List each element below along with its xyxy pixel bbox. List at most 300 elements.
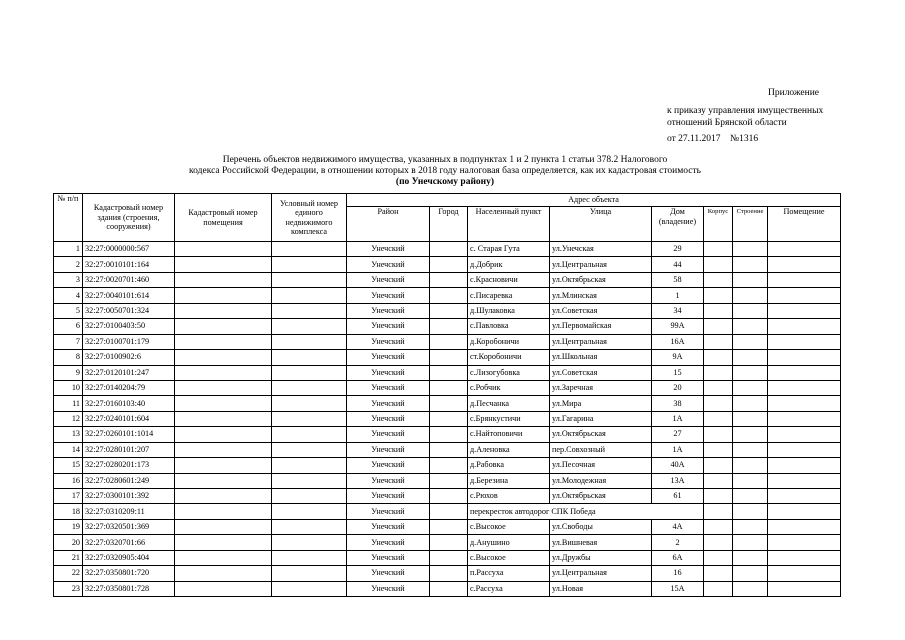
- row-number: 13: [54, 427, 83, 442]
- table-row: [54, 458, 841, 473]
- premises-cell: [768, 489, 841, 504]
- street-cell: ул.Школьная: [550, 350, 652, 365]
- conditional-number-cell: [272, 288, 347, 303]
- table-row: [54, 257, 841, 272]
- table-row: [54, 566, 841, 581]
- premises-cadastral-cell: [175, 380, 272, 395]
- table-row: [54, 427, 841, 442]
- district-cell: Унечский: [347, 504, 430, 519]
- street-cell: ул.Свободы: [550, 519, 652, 534]
- locality-cell: перекресток автодорог СПК Победа: [468, 504, 704, 519]
- city-cell: [430, 272, 468, 287]
- row-number: 1: [54, 242, 83, 257]
- district-cell: Унечский: [347, 396, 430, 411]
- conditional-number-cell: [272, 442, 347, 457]
- building-cadastral-cell: 32:27:0350801:720: [83, 566, 175, 581]
- table-row: [54, 319, 841, 334]
- street-cell: ул.Первомайская: [550, 319, 652, 334]
- structure-cell: [733, 535, 768, 550]
- table-row: [54, 442, 841, 457]
- street-cell: ул.Дружбы: [550, 550, 652, 565]
- structure-cell: [733, 519, 768, 534]
- building-cell: [704, 242, 733, 257]
- locality-cell: п.Рассуха: [468, 566, 550, 581]
- structure-cell: [733, 365, 768, 380]
- premises-cadastral-cell: [175, 350, 272, 365]
- building-cadastral-cell: 32:27:0300101:392: [83, 489, 175, 504]
- locality-cell: с.Павловка: [468, 319, 550, 334]
- city-cell: [430, 288, 468, 303]
- building-cadastral-cell: 32:27:0020701:460: [83, 272, 175, 287]
- building-cell: [704, 473, 733, 488]
- row-number: 6: [54, 319, 83, 334]
- structure-cell: [733, 319, 768, 334]
- district-cell: Унечский: [347, 458, 430, 473]
- locality-cell: д.Березина: [468, 473, 550, 488]
- house-cell: 1А: [652, 411, 704, 426]
- city-cell: [430, 535, 468, 550]
- city-cell: [430, 458, 468, 473]
- locality-cell: с.Высокое: [468, 519, 550, 534]
- premises-cell: [768, 535, 841, 550]
- table-row: [54, 519, 841, 534]
- conditional-number-cell: [272, 257, 347, 272]
- building-cell: [704, 257, 733, 272]
- row-number: 10: [54, 380, 83, 395]
- city-cell: [430, 519, 468, 534]
- premises-cadastral-cell: [175, 272, 272, 287]
- conditional-number-cell: [272, 504, 347, 519]
- col-house: Дом (владение): [652, 207, 704, 242]
- street-cell: ул.Унечская: [550, 242, 652, 257]
- structure-cell: [733, 334, 768, 349]
- table-row: [54, 581, 841, 596]
- district-cell: Унечский: [347, 242, 430, 257]
- structure-cell: [733, 350, 768, 365]
- locality-cell: с.Писаревка: [468, 288, 550, 303]
- structure-cell: [733, 550, 768, 565]
- district-cell: Унечский: [347, 288, 430, 303]
- row-number: 21: [54, 550, 83, 565]
- premises-cadastral-cell: [175, 427, 272, 442]
- conditional-number-cell: [272, 350, 347, 365]
- street-cell: пер.Совхозный: [550, 442, 652, 457]
- locality-cell: д.Аленовка: [468, 442, 550, 457]
- locality-cell: с.Робчик: [468, 380, 550, 395]
- district-cell: Унечский: [347, 566, 430, 581]
- table-row: [54, 334, 841, 349]
- premises-cadastral-cell: [175, 242, 272, 257]
- structure-cell: [733, 257, 768, 272]
- house-cell: 99А: [652, 319, 704, 334]
- house-cell: 6А: [652, 550, 704, 565]
- house-cell: 1А: [652, 442, 704, 457]
- city-cell: [430, 489, 468, 504]
- street-cell: ул.Центральная: [550, 334, 652, 349]
- street-cell: ул.Вишневая: [550, 535, 652, 550]
- building-cadastral-cell: 32:27:0320701:66: [83, 535, 175, 550]
- document-title-line-1: Перечень объектов недвижимого имущества, указанных в подпунктах 1 и 2 пункта 1 статьи 378.2 Налогового: [222, 155, 668, 165]
- property-table: [53, 193, 841, 597]
- building-cadastral-cell: 32:27:0350801:728: [83, 581, 175, 596]
- house-cell: 13А: [652, 473, 704, 488]
- premises-cell: [768, 458, 841, 473]
- table-row: [54, 411, 841, 426]
- conditional-number-cell: [272, 319, 347, 334]
- building-cadastral-cell: 32:27:0050701:324: [83, 303, 175, 318]
- premises-cell: [768, 365, 841, 380]
- row-number: 22: [54, 566, 83, 581]
- street-cell: ул.Молодежная: [550, 473, 652, 488]
- table-row: [54, 535, 841, 550]
- conditional-number-cell: [272, 473, 347, 488]
- premises-cell: [768, 257, 841, 272]
- house-cell: 16А: [652, 334, 704, 349]
- district-cell: Унечский: [347, 489, 430, 504]
- premises-cell: [768, 334, 841, 349]
- locality-cell: ст.Коробоничи: [468, 350, 550, 365]
- col-num: № п/п: [54, 194, 83, 242]
- structure-cell: [733, 427, 768, 442]
- premises-cell: [768, 242, 841, 257]
- table-row: [54, 489, 841, 504]
- structure-cell: [733, 272, 768, 287]
- premises-cell: [768, 581, 841, 596]
- city-cell: [430, 504, 468, 519]
- premises-cell: [768, 519, 841, 534]
- building-cell: [704, 489, 733, 504]
- house-cell: 16: [652, 566, 704, 581]
- conditional-number-cell: [272, 458, 347, 473]
- table-header: [54, 194, 841, 242]
- city-cell: [430, 581, 468, 596]
- district-cell: Унечский: [347, 473, 430, 488]
- locality-cell: с.Красновичи: [468, 272, 550, 287]
- street-cell: ул.Октябрьская: [550, 489, 652, 504]
- col-city: Город: [430, 207, 468, 242]
- row-number: 11: [54, 396, 83, 411]
- locality-cell: с.Высокое: [468, 550, 550, 565]
- order-line-2: отношений Брянской области: [667, 118, 787, 128]
- house-cell: 61: [652, 489, 704, 504]
- conditional-number-cell: [272, 365, 347, 380]
- house-cell: 15А: [652, 581, 704, 596]
- table-row: [54, 288, 841, 303]
- house-cell: 20: [652, 380, 704, 395]
- locality-cell: с.Рассуха: [468, 581, 550, 596]
- col-structure: Строение: [733, 207, 768, 242]
- building-cadastral-cell: 32:27:0000000:567: [83, 242, 175, 257]
- conditional-number-cell: [272, 396, 347, 411]
- city-cell: [430, 442, 468, 457]
- building-cell: [704, 380, 733, 395]
- structure-cell: [733, 288, 768, 303]
- structure-cell: [733, 303, 768, 318]
- premises-cell: [768, 303, 841, 318]
- building-cell: [704, 350, 733, 365]
- building-cadastral-cell: 32:27:0160103:40: [83, 396, 175, 411]
- premises-cell: [768, 288, 841, 303]
- col-premises-cadastral: Кадастровый номер помещения: [175, 194, 272, 242]
- premises-cell: [768, 442, 841, 457]
- structure-cell: [733, 411, 768, 426]
- street-cell: ул.Советская: [550, 303, 652, 318]
- table-row: [54, 365, 841, 380]
- city-cell: [430, 411, 468, 426]
- street-cell: ул.Заречная: [550, 380, 652, 395]
- table-row: [54, 242, 841, 257]
- conditional-number-cell: [272, 535, 347, 550]
- house-cell: 4А: [652, 519, 704, 534]
- street-cell: ул.Песочная: [550, 458, 652, 473]
- house-cell: 9А: [652, 350, 704, 365]
- house-cell: 1: [652, 288, 704, 303]
- conditional-number-cell: [272, 334, 347, 349]
- structure-cell: [733, 473, 768, 488]
- premises-cadastral-cell: [175, 411, 272, 426]
- district-cell: Унечский: [347, 380, 430, 395]
- row-number: 2: [54, 257, 83, 272]
- order-line-1: к приказу управления имущественных: [667, 106, 824, 116]
- house-cell: 29: [652, 242, 704, 257]
- district-cell: Унечский: [347, 365, 430, 380]
- conditional-number-cell: [272, 380, 347, 395]
- conditional-number-cell: [272, 581, 347, 596]
- conditional-number-cell: [272, 550, 347, 565]
- building-cadastral-cell: 32:27:0280201:173: [83, 458, 175, 473]
- row-number: 17: [54, 489, 83, 504]
- premises-cell: [768, 427, 841, 442]
- locality-cell: с.Брянкустичи: [468, 411, 550, 426]
- structure-cell: [733, 581, 768, 596]
- building-cadastral-cell: 32:27:0100701:179: [83, 334, 175, 349]
- building-cadastral-cell: 32:27:0310209:11: [83, 504, 175, 519]
- building-cadastral-cell: 32:27:0260101:1014: [83, 427, 175, 442]
- locality-cell: д.Шулаковка: [468, 303, 550, 318]
- street-cell: ул.Млинская: [550, 288, 652, 303]
- building-cell: [704, 411, 733, 426]
- district-cell: Унечский: [347, 272, 430, 287]
- city-cell: [430, 427, 468, 442]
- city-cell: [430, 396, 468, 411]
- premises-cell: [768, 396, 841, 411]
- building-cadastral-cell: 32:27:0320905:404: [83, 550, 175, 565]
- city-cell: [430, 380, 468, 395]
- conditional-number-cell: [272, 489, 347, 504]
- order-reference: [667, 105, 823, 129]
- row-number: 7: [54, 334, 83, 349]
- building-cell: [704, 396, 733, 411]
- city-cell: [430, 257, 468, 272]
- city-cell: [430, 334, 468, 349]
- structure-cell: [733, 396, 768, 411]
- col-locality: Населенный пункт: [468, 207, 550, 242]
- street-cell: ул.Октябрьская: [550, 272, 652, 287]
- district-cell: Унечский: [347, 257, 430, 272]
- street-cell: ул.Центральная: [550, 566, 652, 581]
- district-cell: Унечский: [347, 442, 430, 457]
- district-cell: Унечский: [347, 303, 430, 318]
- building-cell: [704, 504, 733, 519]
- locality-cell: с. Старая Гута: [468, 242, 550, 257]
- table-row: [54, 550, 841, 565]
- premises-cell: [768, 504, 841, 519]
- col-district: Район: [347, 207, 430, 242]
- structure-cell: [733, 504, 768, 519]
- building-cell: [704, 365, 733, 380]
- row-number: 12: [54, 411, 83, 426]
- document-title-line-2: кодекса Российской Федерации, в отношении которых в 2018 году налоговая база определяется, как их кадастровая стоимость: [189, 166, 701, 176]
- district-cell: Унечский: [347, 334, 430, 349]
- premises-cadastral-cell: [175, 581, 272, 596]
- building-cadastral-cell: 32:27:0320501:369: [83, 519, 175, 534]
- district-cell: Унечский: [347, 411, 430, 426]
- house-cell: 38: [652, 396, 704, 411]
- locality-cell: д.Добрик: [468, 257, 550, 272]
- conditional-number-cell: [272, 411, 347, 426]
- district-cell: Унечский: [347, 350, 430, 365]
- premises-cadastral-cell: [175, 504, 272, 519]
- locality-cell: д.Коробоничи: [468, 334, 550, 349]
- city-cell: [430, 350, 468, 365]
- city-cell: [430, 303, 468, 318]
- building-cell: [704, 581, 733, 596]
- premises-cell: [768, 473, 841, 488]
- premises-cell: [768, 319, 841, 334]
- premises-cadastral-cell: [175, 458, 272, 473]
- row-number: 14: [54, 442, 83, 457]
- house-cell: 27: [652, 427, 704, 442]
- row-number: 18: [54, 504, 83, 519]
- city-cell: [430, 566, 468, 581]
- premises-cell: [768, 350, 841, 365]
- locality-cell: с.Рюхов: [468, 489, 550, 504]
- locality-cell: д.Песчанка: [468, 396, 550, 411]
- district-cell: Унечский: [347, 535, 430, 550]
- building-cell: [704, 427, 733, 442]
- district-cell: Унечский: [347, 427, 430, 442]
- col-conditional-number: Условный номер единого недвижимого комплекса: [272, 194, 347, 242]
- locality-cell: д.Анушино: [468, 535, 550, 550]
- premises-cell: [768, 550, 841, 565]
- structure-cell: [733, 380, 768, 395]
- building-cell: [704, 334, 733, 349]
- building-cadastral-cell: 32:27:0120101:247: [83, 365, 175, 380]
- appendix-label: Приложение: [768, 88, 819, 98]
- locality-cell: с.Найтоповичи: [468, 427, 550, 442]
- structure-cell: [733, 242, 768, 257]
- house-cell: 15: [652, 365, 704, 380]
- building-cadastral-cell: 32:27:0040101:614: [83, 288, 175, 303]
- house-cell: 40А: [652, 458, 704, 473]
- district-cell: Унечский: [347, 581, 430, 596]
- table-body: [54, 242, 841, 597]
- city-cell: [430, 242, 468, 257]
- structure-cell: [733, 489, 768, 504]
- table-row: [54, 504, 841, 519]
- premises-cadastral-cell: [175, 519, 272, 534]
- conditional-number-cell: [272, 519, 347, 534]
- premises-cadastral-cell: [175, 566, 272, 581]
- premises-cadastral-cell: [175, 489, 272, 504]
- house-cell: 2: [652, 535, 704, 550]
- table-row: [54, 272, 841, 287]
- conditional-number-cell: [272, 242, 347, 257]
- premises-cell: [768, 411, 841, 426]
- row-number: 19: [54, 519, 83, 534]
- premises-cadastral-cell: [175, 303, 272, 318]
- premises-cadastral-cell: [175, 319, 272, 334]
- table-row: [54, 380, 841, 395]
- row-number: 5: [54, 303, 83, 318]
- structure-cell: [733, 442, 768, 457]
- structure-cell: [733, 566, 768, 581]
- premises-cadastral-cell: [175, 365, 272, 380]
- building-cadastral-cell: 32:27:0140204:79: [83, 380, 175, 395]
- col-building: Корпус: [704, 207, 733, 242]
- city-cell: [430, 365, 468, 380]
- district-cell: Унечский: [347, 550, 430, 565]
- building-cadastral-cell: 32:27:0100403:50: [83, 319, 175, 334]
- premises-cell: [768, 380, 841, 395]
- street-cell: ул.Гагарина: [550, 411, 652, 426]
- house-cell: 58: [652, 272, 704, 287]
- premises-cell: [768, 272, 841, 287]
- building-cell: [704, 550, 733, 565]
- building-cadastral-cell: 32:27:0100902:6: [83, 350, 175, 365]
- district-cell: Унечский: [347, 519, 430, 534]
- row-number: 20: [54, 535, 83, 550]
- structure-cell: [733, 458, 768, 473]
- city-cell: [430, 550, 468, 565]
- col-address-group: Адрес объекта: [347, 194, 841, 207]
- row-number: 16: [54, 473, 83, 488]
- city-cell: [430, 473, 468, 488]
- street-cell: ул.Центральная: [550, 257, 652, 272]
- building-cadastral-cell: 32:27:0280601:249: [83, 473, 175, 488]
- premises-cadastral-cell: [175, 257, 272, 272]
- building-cell: [704, 288, 733, 303]
- premises-cell: [768, 566, 841, 581]
- house-cell: 34: [652, 303, 704, 318]
- building-cell: [704, 566, 733, 581]
- premises-cadastral-cell: [175, 288, 272, 303]
- building-cadastral-cell: 32:27:0280101:207: [83, 442, 175, 457]
- street-cell: ул.Мира: [550, 396, 652, 411]
- street-cell: ул.Новая: [550, 581, 652, 596]
- conditional-number-cell: [272, 427, 347, 442]
- row-number: 8: [54, 350, 83, 365]
- building-cell: [704, 303, 733, 318]
- conditional-number-cell: [272, 566, 347, 581]
- building-cadastral-cell: 32:27:0240101:604: [83, 411, 175, 426]
- table-row: [54, 303, 841, 318]
- city-cell: [430, 319, 468, 334]
- conditional-number-cell: [272, 303, 347, 318]
- premises-cadastral-cell: [175, 396, 272, 411]
- col-building-cadastral: Кадастровый номер здания (строения, сооружения): [83, 194, 175, 242]
- row-number: 3: [54, 272, 83, 287]
- building-cell: [704, 272, 733, 287]
- table-row: [54, 396, 841, 411]
- building-cell: [704, 442, 733, 457]
- building-cell: [704, 519, 733, 534]
- row-number: 23: [54, 581, 83, 596]
- conditional-number-cell: [272, 272, 347, 287]
- table-row: [54, 473, 841, 488]
- district-cell: Унечский: [347, 319, 430, 334]
- col-street: Улица: [550, 207, 652, 242]
